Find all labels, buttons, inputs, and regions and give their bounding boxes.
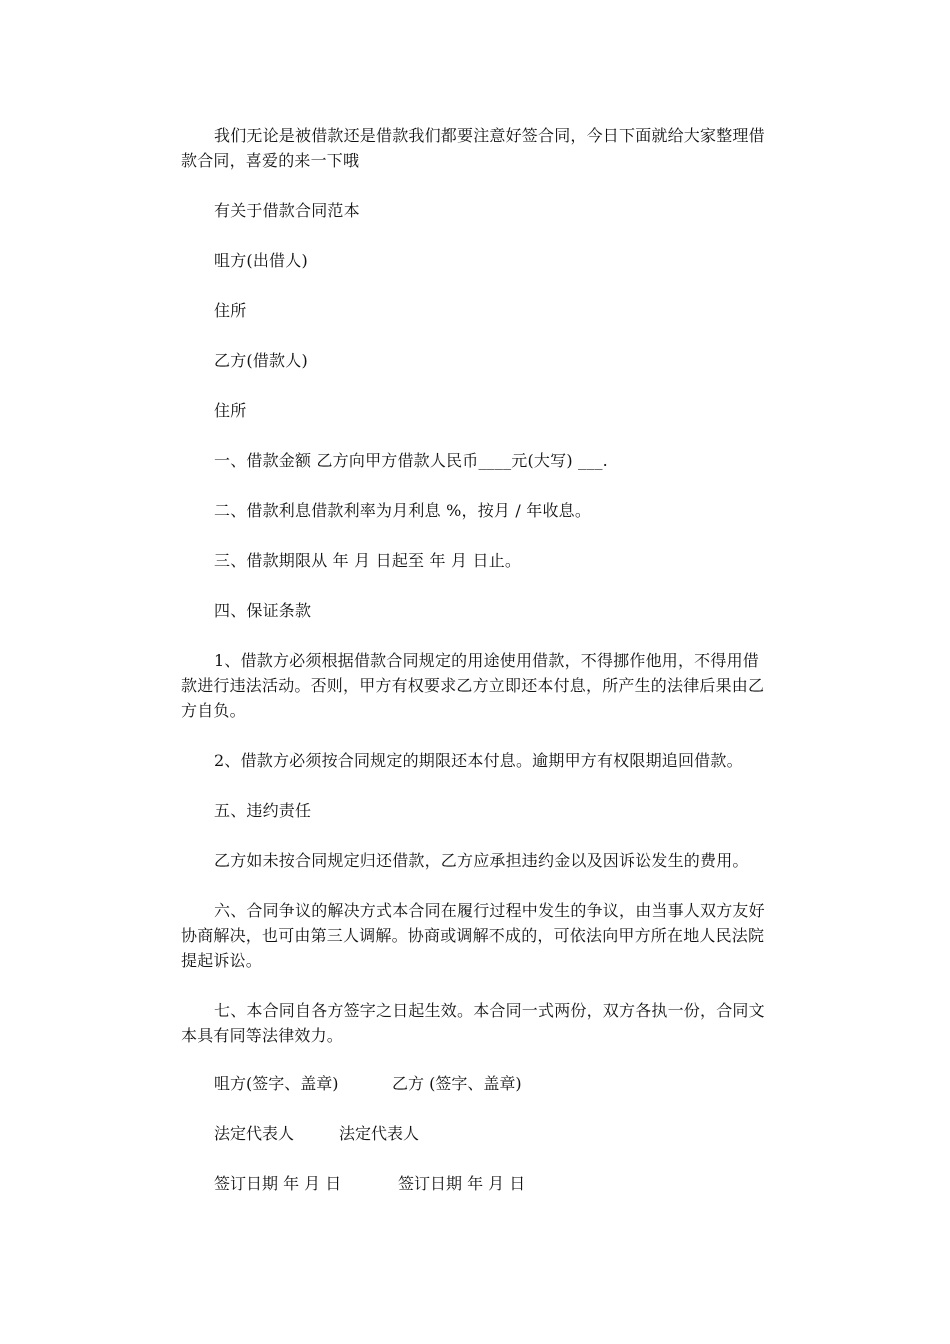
party-a-signature: 咀方(签字、盖章)	[214, 1074, 339, 1093]
date-row	[214, 1171, 525, 1196]
clause-dispute: 六、合同争议的解决方式本合同在履行过程中发生的争议，由当事人双方友好协商解决，也可由第三人调解。协商或调解不成的，可依法向甲方所在地人民法院提起诉讼。	[181, 901, 765, 970]
party-b-representative: 法定代表人	[339, 1124, 420, 1143]
representative-row	[214, 1121, 419, 1146]
clause-effective: 七、本合同自各方签字之日起生效。本合同一式两份，双方各执一份，合同文本具有同等法律效力。	[181, 1001, 765, 1045]
party-b-label: 乙方(借款人)	[214, 351, 308, 370]
clause-guarantee-1: 1、借款方必须根据借款合同规定的用途使用借款，不得挪作他用，不得用借款进行违法活动。否则，甲方有权要求乙方立即还本付息，所产生的法律后果由乙方自负。	[181, 651, 765, 720]
party-b-signature: 乙方 (签字、盖章)	[392, 1074, 522, 1093]
clause-interest: 二、借款利息借款利率为月利息 %，按月 / 年收息。	[214, 501, 592, 520]
party-a-address: 住所	[214, 301, 247, 320]
document-title: 有关于借款合同范本	[214, 201, 360, 220]
clause-term: 三、借款期限从 年 月 日起至 年 月 日止。	[214, 551, 522, 570]
intro-paragraph: 我们无论是被借款还是借款我们都要注意好签合同，今日下面就给大家整理借款合同，喜爱的来一下哦	[181, 126, 765, 170]
clause-breach-body: 乙方如未按合同规定归还借款，乙方应承担违约金以及因诉讼发生的费用。	[214, 851, 749, 870]
party-a-date: 签订日期 年 月 日	[214, 1174, 342, 1193]
party-a-label: 咀方(出借人)	[214, 251, 308, 270]
party-a-representative: 法定代表人	[214, 1124, 295, 1143]
clause-guarantee-title: 四、保证条款	[214, 601, 312, 620]
clause-loan-amount: 一、借款金额 乙方向甲方借款人民币____元(大写) ___.	[214, 451, 608, 470]
signature-row	[214, 1071, 522, 1096]
clause-breach-title: 五、违约责任	[214, 801, 312, 820]
party-b-address: 住所	[214, 401, 247, 420]
party-b-date: 签订日期 年 月 日	[398, 1174, 526, 1193]
clause-guarantee-2: 2、借款方必须按合同规定的期限还本付息。逾期甲方有权限期追回借款。	[214, 751, 743, 770]
